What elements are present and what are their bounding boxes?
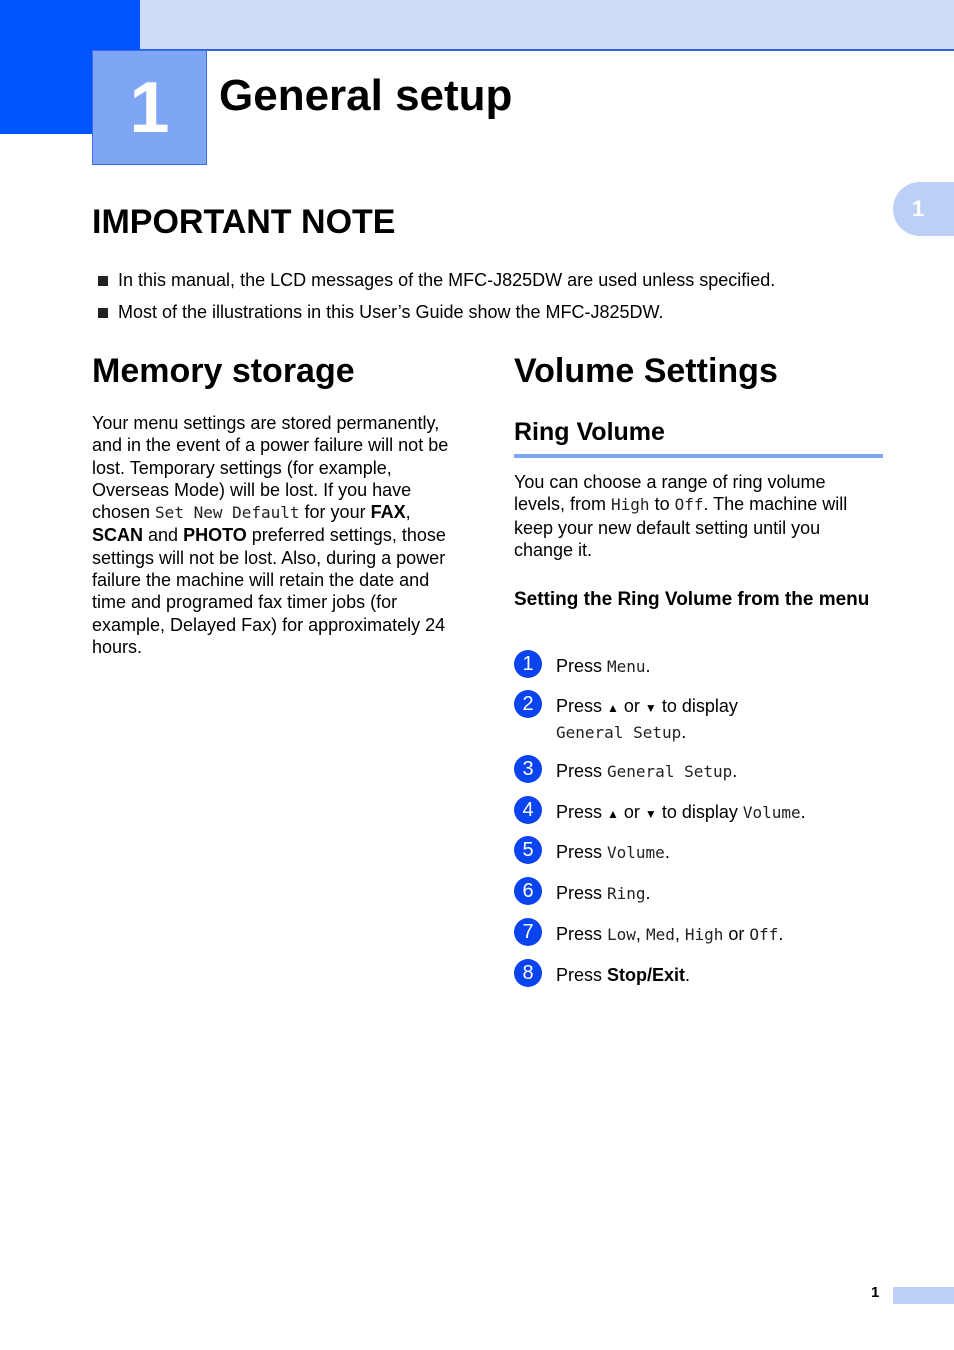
text: Press xyxy=(556,842,608,862)
ring-volume-heading: Ring Volume xyxy=(514,418,665,446)
lcd-text: Volume xyxy=(607,843,665,862)
lcd-text: High xyxy=(611,495,650,515)
text: Press xyxy=(556,656,608,676)
lcd-text: Ring xyxy=(607,884,646,903)
step-number-icon: 4 xyxy=(514,796,542,824)
text: . xyxy=(664,842,670,862)
text: or xyxy=(618,802,645,822)
text: to xyxy=(649,494,675,515)
text: Press xyxy=(556,924,608,944)
chapter-number: 1 xyxy=(92,50,207,165)
step-text xyxy=(556,963,896,987)
text: Press xyxy=(556,761,608,781)
text: preferred settings, those settings will not be lost. Also, during a power failure the machine will retain the date and time and programed fax timer jobs (for example, Delayed Fax) for approximately 24 hours. xyxy=(92,525,446,657)
text: to display xyxy=(656,802,743,822)
header-band xyxy=(0,0,954,51)
heading-rule xyxy=(514,454,883,458)
step-number-icon: 3 xyxy=(514,755,542,783)
text: . xyxy=(685,965,691,985)
important-note-heading: IMPORTANT NOTE xyxy=(92,203,396,241)
lcd-text: Volume xyxy=(742,803,801,822)
scan-key: SCAN xyxy=(92,525,144,546)
memory-storage-heading: Memory storage xyxy=(92,352,355,390)
text: Press xyxy=(556,883,608,903)
text: , xyxy=(674,924,685,944)
text: to display xyxy=(656,696,738,716)
volume-settings-heading: Volume Settings xyxy=(514,352,778,390)
lcd-text: Off xyxy=(749,925,779,944)
text: . xyxy=(645,656,651,676)
lcd-text: General Setup xyxy=(607,762,733,781)
fax-key: FAX xyxy=(370,502,406,523)
step-number-icon: 8 xyxy=(514,959,542,987)
page-number: 1 xyxy=(871,1284,880,1301)
step-number-icon: 7 xyxy=(514,918,542,946)
text: You can choose a range of ring volume levels, from xyxy=(514,472,826,515)
step-text xyxy=(556,654,896,679)
step-text xyxy=(556,881,896,906)
square-bullet-icon xyxy=(98,308,108,318)
lcd-text: Menu xyxy=(607,657,646,676)
ring-volume-paragraph xyxy=(514,471,876,561)
step-number-icon: 2 xyxy=(514,690,542,718)
list-item xyxy=(98,264,775,296)
step-number-icon: 6 xyxy=(514,877,542,905)
text: Press xyxy=(556,696,608,716)
text: Your menu settings are stored permanently, and in the event of a power failure will not be lost. Temporary settings (for example, Overseas Mode) will be lost. If you have chosen xyxy=(92,413,449,523)
step-text xyxy=(556,759,896,784)
lcd-text: General Setup xyxy=(556,723,682,742)
down-arrow-icon: ▼ xyxy=(644,701,657,715)
bullet-text: Most of the illustrations in this User’s Guide show the MFC-J825DW. xyxy=(118,301,664,322)
photo-key: PHOTO xyxy=(183,525,247,546)
footer-bar xyxy=(893,1287,954,1304)
text: . xyxy=(732,761,738,781)
text: , xyxy=(635,924,646,944)
text: for your xyxy=(299,502,371,523)
step-text xyxy=(556,694,896,745)
step-number-icon: 1 xyxy=(514,650,542,678)
procedure-heading: Setting the Ring Volume from the menu xyxy=(514,589,870,610)
text: and xyxy=(143,525,184,546)
up-arrow-icon: ▲ xyxy=(607,701,619,715)
text: . xyxy=(681,722,687,742)
square-bullet-icon xyxy=(98,276,108,286)
text: Press xyxy=(556,802,608,822)
lcd-text: Med xyxy=(645,925,675,944)
lcd-text: Off xyxy=(674,495,704,515)
chapter-title: General setup xyxy=(219,71,513,120)
chapter-side-tab: 1 xyxy=(893,182,954,236)
list-item xyxy=(98,296,775,328)
step-number-icon: 5 xyxy=(514,836,542,864)
text: or xyxy=(618,696,645,716)
step-text xyxy=(556,922,896,947)
important-note-list xyxy=(98,264,775,328)
step-text xyxy=(556,800,896,826)
lcd-text: Set New Default xyxy=(155,503,300,523)
text: Press xyxy=(556,965,608,985)
text: or xyxy=(723,924,750,944)
text: . xyxy=(800,802,806,822)
text: . xyxy=(778,924,784,944)
text: , xyxy=(405,502,411,523)
up-arrow-icon: ▲ xyxy=(607,807,619,821)
stop-exit-key: Stop/Exit xyxy=(607,965,686,985)
lcd-text: High xyxy=(684,925,724,944)
text: . xyxy=(645,883,651,903)
text: . The machine will keep your new default setting until you change it. xyxy=(514,494,848,560)
memory-storage-paragraph xyxy=(92,412,464,658)
bullet-text: In this manual, the LCD messages of the MFC-J825DW are used unless specified. xyxy=(118,269,776,290)
down-arrow-icon: ▼ xyxy=(644,807,657,821)
lcd-text: Low xyxy=(607,925,636,944)
step-text xyxy=(556,840,896,865)
